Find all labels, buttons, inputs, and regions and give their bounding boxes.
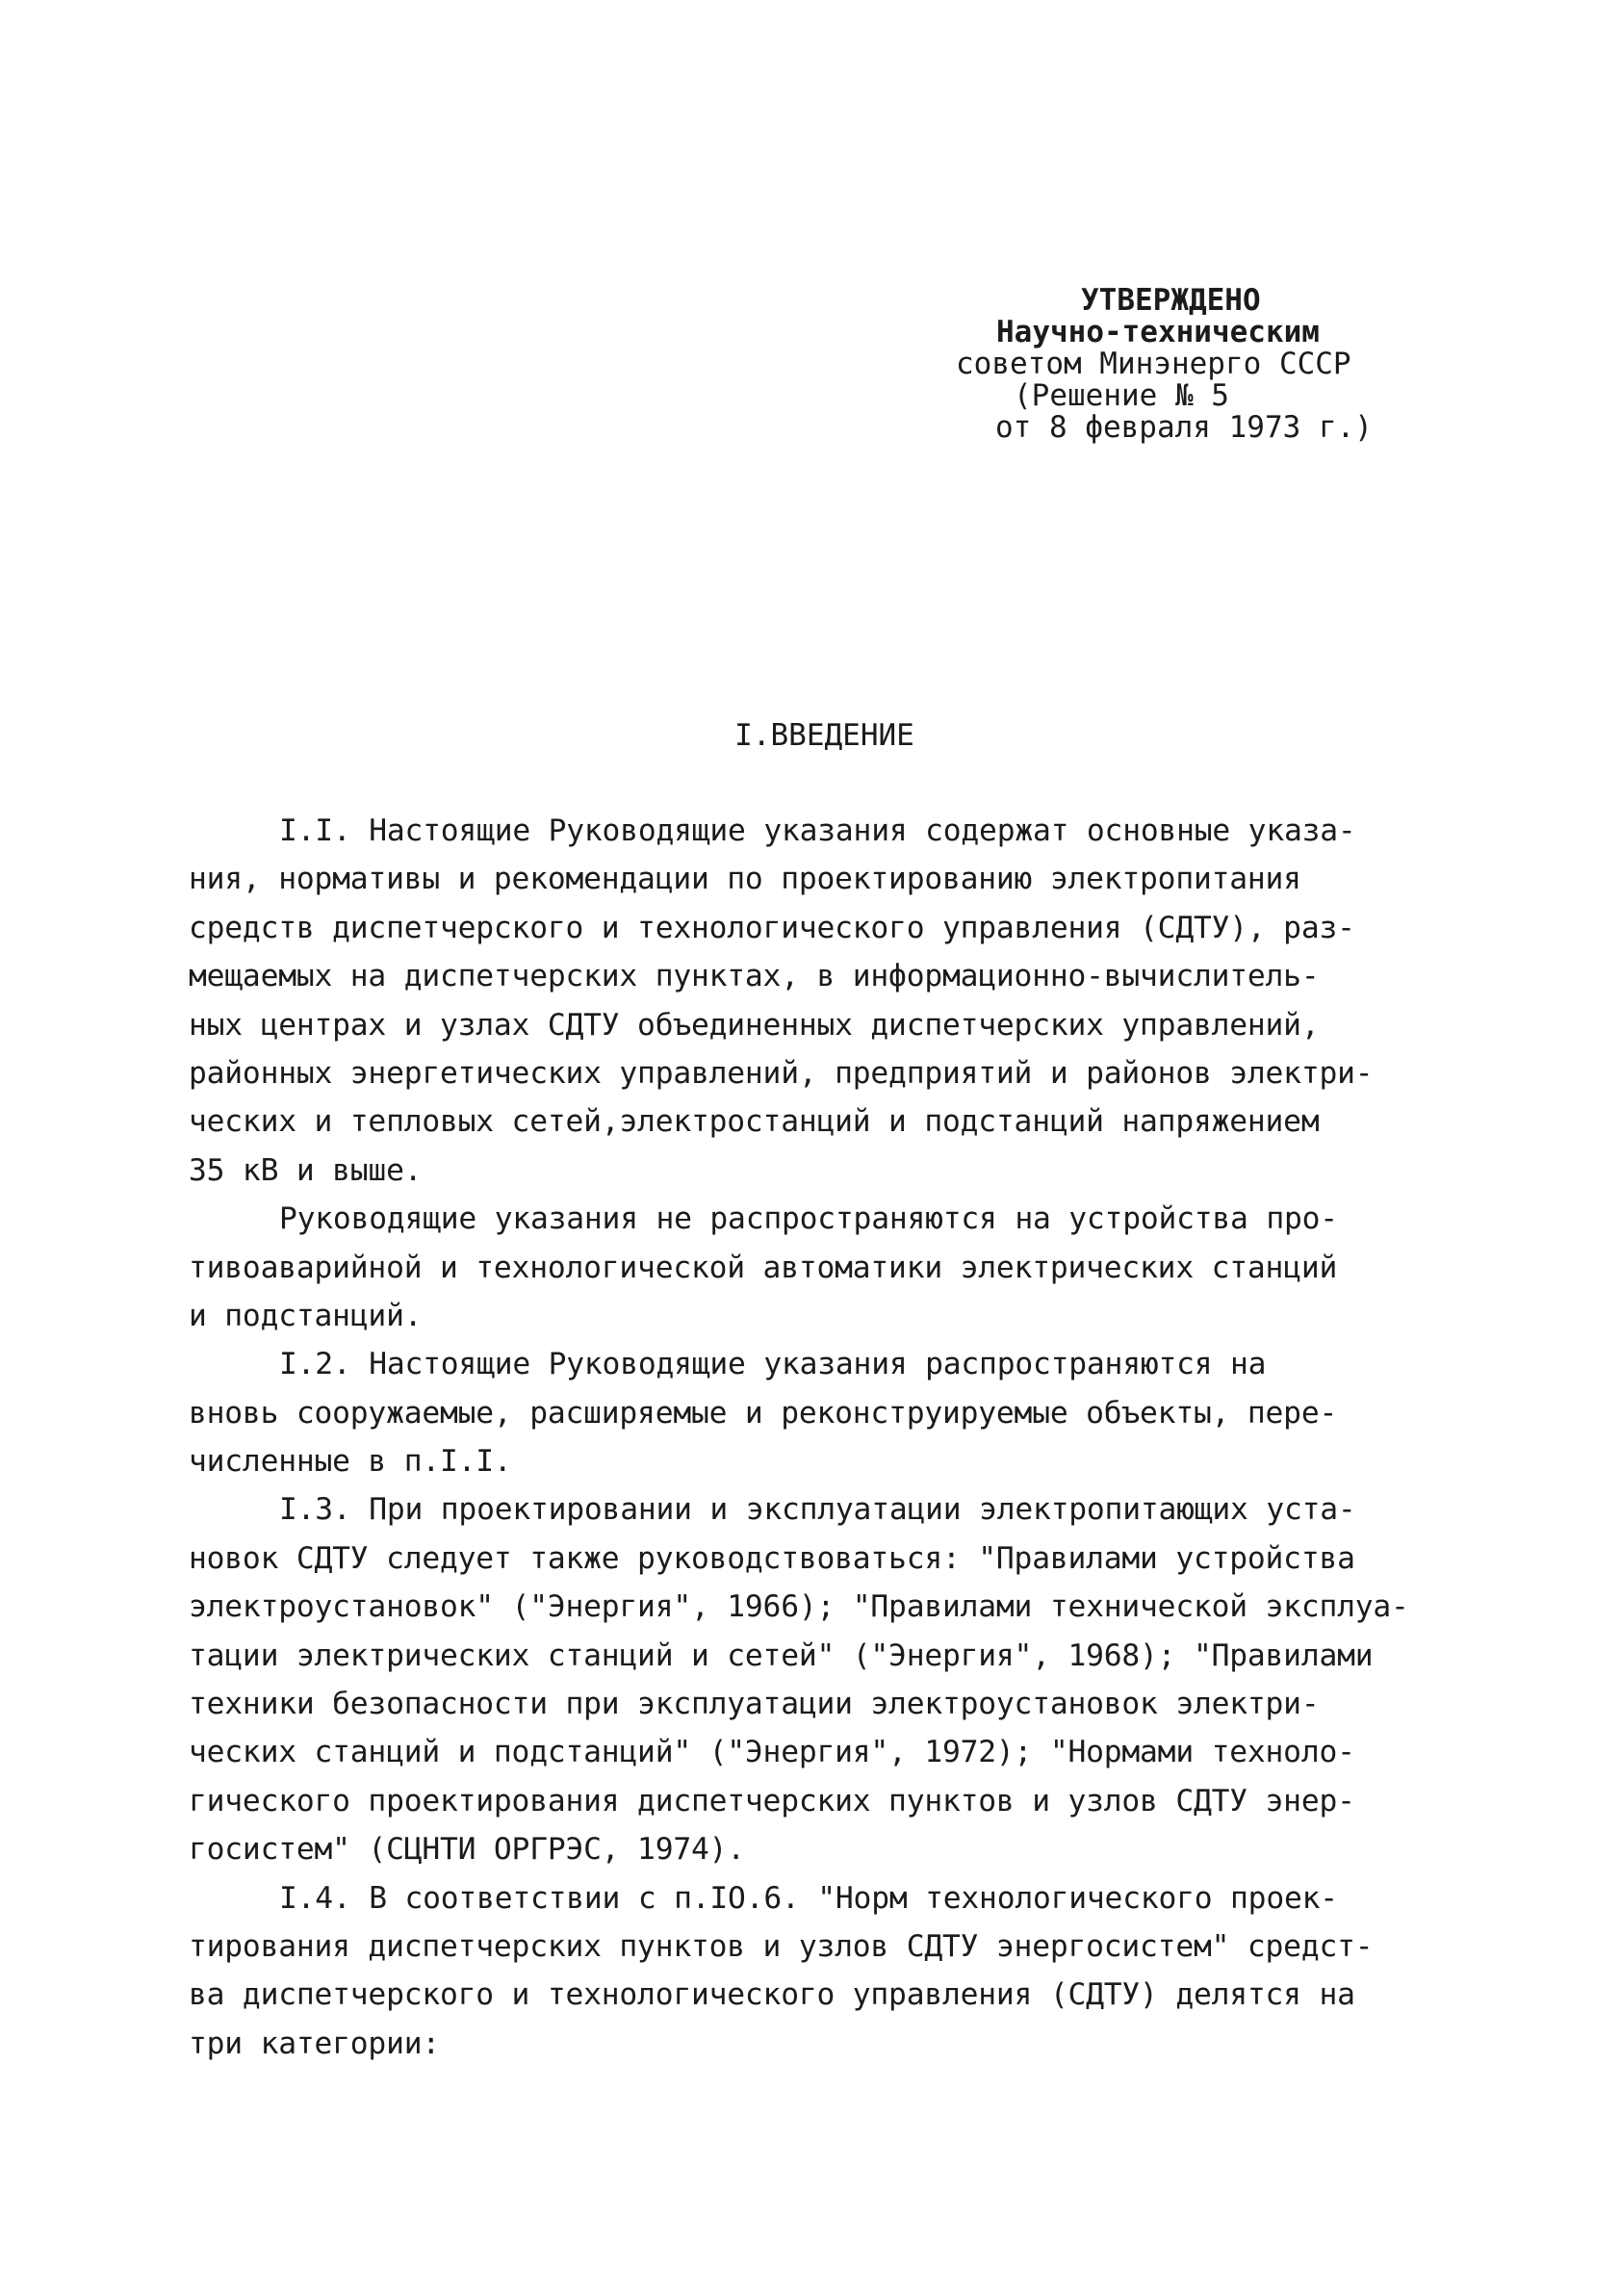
text-line: средств диспетчерского и технологического управления (СДТУ), раз- bbox=[189, 910, 1355, 945]
text-line: тивоаварийной и технологической автоматики электрических станций bbox=[189, 1250, 1338, 1285]
approval-line-3: (Решение № 5 bbox=[1014, 378, 1229, 413]
section-title: I.ВВЕДЕНИЕ bbox=[734, 718, 914, 753]
text-line: и подстанций. bbox=[189, 1298, 423, 1333]
text-line: госистем" (СЦНТИ ОРГРЭС, 1974). bbox=[189, 1832, 745, 1868]
text-line: I.4. В соответствии с п.IO.6. "Норм технологического проек- bbox=[279, 1880, 1338, 1916]
approval-line-1: Научно-техническим bbox=[996, 315, 1320, 349]
text-line: численные в п.I.I. bbox=[189, 1444, 512, 1480]
text-line: I.2. Настоящие Руководящие указания распространяются на bbox=[279, 1347, 1267, 1382]
text-line: ва диспетчерского и технологического управления (СДТУ) делятся на bbox=[189, 1977, 1355, 2013]
text-line: три категории: bbox=[189, 2025, 440, 2061]
text-line: вновь сооружаемые, расширяемые и реконструируемые объекты, пере- bbox=[189, 1395, 1338, 1431]
approval-line-2: советом Минэнерго СССР bbox=[956, 347, 1351, 381]
text-line: тирования диспетчерских пунктов и узлов СДТУ энергосистем" средст- bbox=[189, 1928, 1374, 1964]
text-line: I.3. При проектировании и эксплуатации электропитающих уста- bbox=[279, 1492, 1356, 1528]
approval-block bbox=[924, 285, 1463, 444]
text-line: техники безопасности при эксплуатации электроустановок электри- bbox=[189, 1687, 1320, 1722]
body-text bbox=[189, 807, 1450, 2068]
text-line: ния, нормативы и рекомендации по проектированию электропитания bbox=[189, 862, 1301, 897]
text-line: электроустановок" ("Энергия", 1966); "Правилами технической эксплуа- bbox=[189, 1589, 1409, 1625]
text-line: районных энергетических управлений, предприятий и районов электри- bbox=[189, 1055, 1374, 1091]
text-line: I.I. Настоящие Руководящие указания содержат основные указа- bbox=[279, 813, 1356, 848]
text-line: тации электрических станций и сетей" ("Энергия", 1968); "Правилами bbox=[189, 1638, 1374, 1673]
text-line: ных центрах и узлах СДТУ объединенных диспетчерских управлений, bbox=[189, 1007, 1320, 1043]
text-line: Руководящие указания не распространяются на устройства про- bbox=[279, 1201, 1338, 1237]
text-line: ческих и тепловых сетей,электростанций и подстанций напряжением bbox=[189, 1104, 1320, 1140]
text-line: гического проектирования диспетчерских пунктов и узлов СДТУ энер- bbox=[189, 1783, 1355, 1819]
text-line: 35 кВ и выше. bbox=[189, 1152, 423, 1188]
text-line: новок СДТУ следует также руководствоваться: "Правилами устройства bbox=[189, 1540, 1355, 1576]
approval-line-4: от 8 февраля 1973 г.) bbox=[995, 410, 1373, 445]
approval-title: УТВЕРЖДЕНО bbox=[1081, 283, 1261, 318]
text-line: ческих станций и подстанций" ("Энергия", 1972); "Нормами техноло- bbox=[189, 1735, 1355, 1770]
text-line: мещаемых на диспетчерских пунктах, в информационно-вычислитель- bbox=[189, 959, 1320, 994]
